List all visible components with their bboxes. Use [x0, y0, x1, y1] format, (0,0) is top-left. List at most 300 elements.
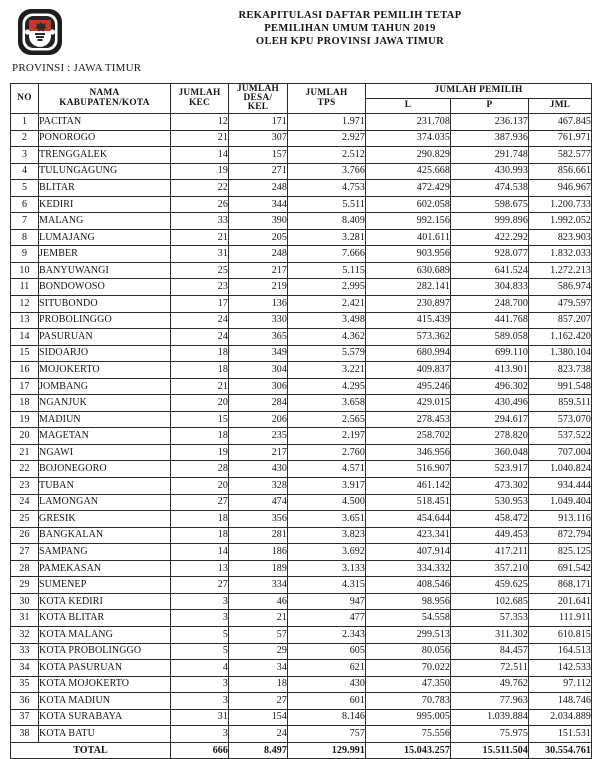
cell-p: 430.993 [451, 163, 529, 180]
cell-l: 98.956 [366, 593, 451, 610]
cell-kec: 4 [171, 660, 229, 677]
cell-p: 1.039.884 [451, 709, 529, 726]
cell-tps: 2.343 [288, 626, 366, 643]
cell-tps: 4.315 [288, 577, 366, 594]
cell-kec: 33 [171, 213, 229, 230]
cell-l: 408.546 [366, 577, 451, 594]
cell-p: 474.538 [451, 180, 529, 197]
cell-kec: 3 [171, 676, 229, 693]
cell-p: 417.211 [451, 544, 529, 561]
cell-jml: 1.832.033 [529, 246, 592, 263]
cell-kec: 26 [171, 196, 229, 213]
col-header-kec [171, 84, 229, 114]
col-header-no: NO [11, 84, 39, 114]
cell-desa: 365 [229, 329, 288, 346]
cell-no: 30 [11, 593, 39, 610]
cell-name: KOTA BATU [39, 726, 171, 743]
cell-p: 84.457 [451, 643, 529, 660]
cell-jml: 913.116 [529, 511, 592, 528]
cell-kec: 23 [171, 279, 229, 296]
col-header-pemilih-jml: JML [529, 99, 592, 114]
cell-p: 641.524 [451, 262, 529, 279]
cell-name: KOTA PASURUAN [39, 660, 171, 677]
col-header-pemilih-p: P [451, 99, 529, 114]
cell-desa: 356 [229, 511, 288, 528]
cell-desa: 235 [229, 428, 288, 445]
cell-no: 26 [11, 527, 39, 544]
cell-name: NGAWI [39, 444, 171, 461]
cell-desa: 304 [229, 362, 288, 379]
col-header-desa-line3: KEL [247, 102, 269, 113]
cell-desa: 27 [229, 693, 288, 710]
cell-kec: 17 [171, 296, 229, 313]
cell-p: 496.302 [451, 378, 529, 395]
cell-l: 75.556 [366, 726, 451, 743]
cell-desa: 29 [229, 643, 288, 660]
cell-jml: 151.531 [529, 726, 592, 743]
cell-name: SUMENEP [39, 577, 171, 594]
cell-no: 36 [11, 693, 39, 710]
cell-name: KOTA KEDIRI [39, 593, 171, 610]
cell-no: 38 [11, 726, 39, 743]
total-l: 15.043.257 [366, 742, 451, 759]
cell-kec: 19 [171, 444, 229, 461]
table-row [11, 444, 592, 461]
cell-kec: 18 [171, 428, 229, 445]
cell-p: 236.137 [451, 114, 529, 131]
cell-tps: 477 [288, 610, 366, 627]
cell-l: 495.246 [366, 378, 451, 395]
cell-jml: 586.974 [529, 279, 592, 296]
cell-name: SITUBONDO [39, 296, 171, 313]
cell-name: BONDOWOSO [39, 279, 171, 296]
table-row [11, 345, 592, 362]
table-row [11, 246, 592, 263]
cell-p: 430.496 [451, 395, 529, 412]
cell-l: 407.914 [366, 544, 451, 561]
col-header-pemilih-l: L [366, 99, 451, 114]
cell-tps: 3.281 [288, 229, 366, 246]
cell-no: 9 [11, 246, 39, 263]
cell-l: 903.956 [366, 246, 451, 263]
cell-kec: 13 [171, 560, 229, 577]
total-jml: 30.554.761 [529, 742, 592, 759]
cell-name: MAGETAN [39, 428, 171, 445]
cell-tps: 5.115 [288, 262, 366, 279]
cell-p: 248.700 [451, 296, 529, 313]
cell-kec: 15 [171, 411, 229, 428]
table-row [11, 262, 592, 279]
total-kec: 666 [171, 742, 229, 759]
cell-name: TRENGGALEK [39, 147, 171, 164]
cell-name: SAMPANG [39, 544, 171, 561]
cell-no: 20 [11, 428, 39, 445]
table-row [11, 726, 592, 743]
table-row [11, 676, 592, 693]
cell-p: 360.048 [451, 444, 529, 461]
cell-no: 21 [11, 444, 39, 461]
table-body [11, 114, 592, 759]
cell-desa: 46 [229, 593, 288, 610]
cell-p: 999.896 [451, 213, 529, 230]
cell-p: 459.625 [451, 577, 529, 594]
table-head [11, 84, 592, 114]
cell-tps: 2.927 [288, 130, 366, 147]
table-row [11, 461, 592, 478]
cell-l: 461.142 [366, 478, 451, 495]
cell-p: 598.675 [451, 196, 529, 213]
cell-desa: 157 [229, 147, 288, 164]
cell-l: 429.015 [366, 395, 451, 412]
cell-desa: 271 [229, 163, 288, 180]
cell-jml: 857.207 [529, 312, 592, 329]
cell-jml: 467.845 [529, 114, 592, 131]
cell-l: 70.022 [366, 660, 451, 677]
cell-desa: 248 [229, 246, 288, 263]
cell-tps: 3.692 [288, 544, 366, 561]
cell-p: 449.453 [451, 527, 529, 544]
col-header-name-line1: NAMA [89, 88, 120, 99]
cell-tps: 3.766 [288, 163, 366, 180]
document-header [0, 0, 600, 74]
cell-name: KOTA SURABAYA [39, 709, 171, 726]
cell-p: 441.768 [451, 312, 529, 329]
table-row [11, 114, 592, 131]
cell-kec: 3 [171, 726, 229, 743]
cell-no: 16 [11, 362, 39, 379]
cell-l: 409.837 [366, 362, 451, 379]
cell-jml: 823.738 [529, 362, 592, 379]
cell-name: BOJONEGORO [39, 461, 171, 478]
cell-no: 37 [11, 709, 39, 726]
cell-l: 258.702 [366, 428, 451, 445]
cell-kec: 24 [171, 329, 229, 346]
cell-p: 523.917 [451, 461, 529, 478]
cell-l: 630.689 [366, 262, 451, 279]
cell-jml: 859.511 [529, 395, 592, 412]
cell-tps: 4.295 [288, 378, 366, 395]
cell-jml: 934.444 [529, 478, 592, 495]
cell-jml: 111.911 [529, 610, 592, 627]
cell-l: 47.350 [366, 676, 451, 693]
cell-no: 35 [11, 676, 39, 693]
cell-jml: 1.992.052 [529, 213, 592, 230]
cell-kec: 18 [171, 527, 229, 544]
cell-kec: 14 [171, 147, 229, 164]
table-row [11, 329, 592, 346]
cell-l: 454.644 [366, 511, 451, 528]
cell-p: 291.748 [451, 147, 529, 164]
cell-tps: 2.512 [288, 147, 366, 164]
col-header-tps-line1: JUMLAH [305, 88, 348, 99]
table-row [11, 312, 592, 329]
cell-no: 24 [11, 494, 39, 511]
cell-no: 8 [11, 229, 39, 246]
cell-tps: 4.571 [288, 461, 366, 478]
cell-l: 516.907 [366, 461, 451, 478]
cell-l: 282.141 [366, 279, 451, 296]
cell-p: 57.353 [451, 610, 529, 627]
cell-no: 14 [11, 329, 39, 346]
cell-tps: 2.565 [288, 411, 366, 428]
cell-kec: 21 [171, 130, 229, 147]
cell-kec: 18 [171, 511, 229, 528]
cell-no: 32 [11, 626, 39, 643]
table-row [11, 494, 592, 511]
cell-jml: 946.967 [529, 180, 592, 197]
cell-desa: 206 [229, 411, 288, 428]
cell-desa: 430 [229, 461, 288, 478]
cell-tps: 601 [288, 693, 366, 710]
cell-tps: 3.133 [288, 560, 366, 577]
cell-p: 304.833 [451, 279, 529, 296]
col-header-desa-line1: JUMLAH [236, 83, 280, 94]
cell-name: KEDIRI [39, 196, 171, 213]
cell-l: 992.156 [366, 213, 451, 230]
cell-tps: 3.917 [288, 478, 366, 495]
cell-desa: 154 [229, 709, 288, 726]
cell-desa: 217 [229, 444, 288, 461]
cell-name: NGANJUK [39, 395, 171, 412]
table-row [11, 643, 592, 660]
cell-jml: 148.746 [529, 693, 592, 710]
cell-l: 231.708 [366, 114, 451, 131]
table-row [11, 577, 592, 594]
cell-desa: 284 [229, 395, 288, 412]
cell-l: 80.056 [366, 643, 451, 660]
cell-name: JEMBER [39, 246, 171, 263]
table-row [11, 560, 592, 577]
table-row [11, 213, 592, 230]
cell-tps: 5.579 [288, 345, 366, 362]
cell-jml: 479.597 [529, 296, 592, 313]
cell-l: 425.668 [366, 163, 451, 180]
cell-name: KOTA MADIUN [39, 693, 171, 710]
cell-no: 22 [11, 461, 39, 478]
cell-jml: 1.162.420 [529, 329, 592, 346]
cell-tps: 605 [288, 643, 366, 660]
cell-no: 25 [11, 511, 39, 528]
cell-l: 415.439 [366, 312, 451, 329]
cell-tps: 3.823 [288, 527, 366, 544]
cell-desa: 186 [229, 544, 288, 561]
cell-tps: 4.500 [288, 494, 366, 511]
cell-l: 518.451 [366, 494, 451, 511]
col-header-tps-line2: TPS [317, 97, 336, 108]
cell-p: 102.685 [451, 593, 529, 610]
cell-jml: 573.070 [529, 411, 592, 428]
cell-name: LAMONGAN [39, 494, 171, 511]
header-row-1 [11, 84, 592, 99]
cell-tps: 2.995 [288, 279, 366, 296]
cell-desa: 306 [229, 378, 288, 395]
cell-jml: 856.661 [529, 163, 592, 180]
cell-l: 70.783 [366, 693, 451, 710]
cell-kec: 14 [171, 544, 229, 561]
cell-no: 1 [11, 114, 39, 131]
table-row [11, 511, 592, 528]
table-total-row [11, 742, 592, 759]
table-row [11, 378, 592, 395]
cell-desa: 344 [229, 196, 288, 213]
cell-no: 7 [11, 213, 39, 230]
title-line-2: PEMILIHAN UMUM TAHUN 2019 [264, 23, 436, 35]
cell-p: 311.302 [451, 626, 529, 643]
cell-desa: 217 [229, 262, 288, 279]
cell-name: PASURUAN [39, 329, 171, 346]
cell-l: 230.897 [366, 296, 451, 313]
col-header-kec-line1: JUMLAH [178, 88, 221, 99]
cell-name: KOTA MOJOKERTO [39, 676, 171, 693]
cell-no: 5 [11, 180, 39, 197]
cell-jml: 2.034.889 [529, 709, 592, 726]
cell-desa: 349 [229, 345, 288, 362]
cell-l: 346.956 [366, 444, 451, 461]
cell-l: 54.558 [366, 610, 451, 627]
col-header-desa [229, 84, 288, 114]
table-row [11, 362, 592, 379]
cell-name: PONOROGO [39, 130, 171, 147]
cell-name: JOMBANG [39, 378, 171, 395]
cell-kec: 31 [171, 709, 229, 726]
cell-p: 589.058 [451, 329, 529, 346]
cell-desa: 328 [229, 478, 288, 495]
cell-l: 401.611 [366, 229, 451, 246]
cell-p: 530.953 [451, 494, 529, 511]
cell-tps: 4.362 [288, 329, 366, 346]
cell-kec: 3 [171, 593, 229, 610]
cell-l: 278.453 [366, 411, 451, 428]
cell-no: 3 [11, 147, 39, 164]
cell-kec: 22 [171, 180, 229, 197]
cell-no: 17 [11, 378, 39, 395]
cell-jml: 97.112 [529, 676, 592, 693]
table-row [11, 163, 592, 180]
cell-name: KOTA MALANG [39, 626, 171, 643]
col-header-name [39, 84, 171, 114]
cell-no: 33 [11, 643, 39, 660]
cell-jml: 823.903 [529, 229, 592, 246]
cell-name: BANGKALAN [39, 527, 171, 544]
cell-no: 28 [11, 560, 39, 577]
cell-p: 278.820 [451, 428, 529, 445]
cell-l: 472.429 [366, 180, 451, 197]
cell-tps: 3.221 [288, 362, 366, 379]
cell-kec: 20 [171, 478, 229, 495]
cell-no: 10 [11, 262, 39, 279]
table-row [11, 180, 592, 197]
cell-kec: 28 [171, 461, 229, 478]
cell-tps: 947 [288, 593, 366, 610]
cell-name: MALANG [39, 213, 171, 230]
cell-desa: 334 [229, 577, 288, 594]
cell-tps: 757 [288, 726, 366, 743]
cell-name: BANYUWANGI [39, 262, 171, 279]
kpu-logo-icon [14, 6, 66, 58]
cell-kec: 5 [171, 643, 229, 660]
cell-desa: 281 [229, 527, 288, 544]
recap-table-container [10, 83, 591, 759]
cell-name: BLITAR [39, 180, 171, 197]
table-row [11, 147, 592, 164]
cell-kec: 18 [171, 362, 229, 379]
cell-p: 699.110 [451, 345, 529, 362]
table-row [11, 428, 592, 445]
cell-kec: 5 [171, 626, 229, 643]
cell-l: 290.829 [366, 147, 451, 164]
cell-p: 387.936 [451, 130, 529, 147]
cell-name: TUBAN [39, 478, 171, 495]
col-header-name-line2: KABUPATEN/KOTA [59, 97, 150, 108]
cell-jml: 164.513 [529, 643, 592, 660]
cell-no: 29 [11, 577, 39, 594]
cell-desa: 189 [229, 560, 288, 577]
table-row [11, 229, 592, 246]
cell-l: 299.513 [366, 626, 451, 643]
title-line-3: OLEH KPU PROVINSI JAWA TIMUR [255, 36, 445, 48]
cell-desa: 57 [229, 626, 288, 643]
cell-name: KOTA PROBOLINGGO [39, 643, 171, 660]
col-header-tps [288, 84, 366, 114]
cell-kec: 21 [171, 229, 229, 246]
cell-desa: 219 [229, 279, 288, 296]
cell-kec: 12 [171, 114, 229, 131]
col-header-desa-line2: DESA/ [243, 92, 273, 103]
cell-desa: 34 [229, 660, 288, 677]
cell-no: 31 [11, 610, 39, 627]
cell-no: 13 [11, 312, 39, 329]
table-row [11, 130, 592, 147]
cell-p: 422.292 [451, 229, 529, 246]
cell-kec: 20 [171, 395, 229, 412]
cell-no: 27 [11, 544, 39, 561]
cell-l: 423.341 [366, 527, 451, 544]
cell-tps: 8.146 [288, 709, 366, 726]
cell-jml: 761.971 [529, 130, 592, 147]
cell-name: LUMAJANG [39, 229, 171, 246]
table-row [11, 411, 592, 428]
total-p: 15.511.504 [451, 742, 529, 759]
cell-p: 357.210 [451, 560, 529, 577]
total-tps: 129.991 [288, 742, 366, 759]
cell-no: 34 [11, 660, 39, 677]
table-row [11, 544, 592, 561]
voter-recap-table [10, 83, 592, 759]
total-desa: 8.497 [229, 742, 288, 759]
table-row [11, 693, 592, 710]
cell-desa: 307 [229, 130, 288, 147]
cell-p: 458.472 [451, 511, 529, 528]
cell-kec: 24 [171, 312, 229, 329]
title-line-1: REKAPITULASI DAFTAR PEMILIH TETAP [238, 10, 462, 21]
cell-tps: 8.409 [288, 213, 366, 230]
cell-jml: 582.577 [529, 147, 592, 164]
cell-no: 19 [11, 411, 39, 428]
cell-no: 18 [11, 395, 39, 412]
cell-jml: 537.522 [529, 428, 592, 445]
total-label: TOTAL [11, 742, 171, 759]
cell-kec: 19 [171, 163, 229, 180]
cell-kec: 31 [171, 246, 229, 263]
cell-l: 573.362 [366, 329, 451, 346]
cell-desa: 390 [229, 213, 288, 230]
cell-tps: 3.651 [288, 511, 366, 528]
cell-kec: 21 [171, 378, 229, 395]
cell-tps: 7.666 [288, 246, 366, 263]
cell-p: 75.975 [451, 726, 529, 743]
cell-jml: 142.533 [529, 660, 592, 677]
document-title [120, 9, 580, 49]
